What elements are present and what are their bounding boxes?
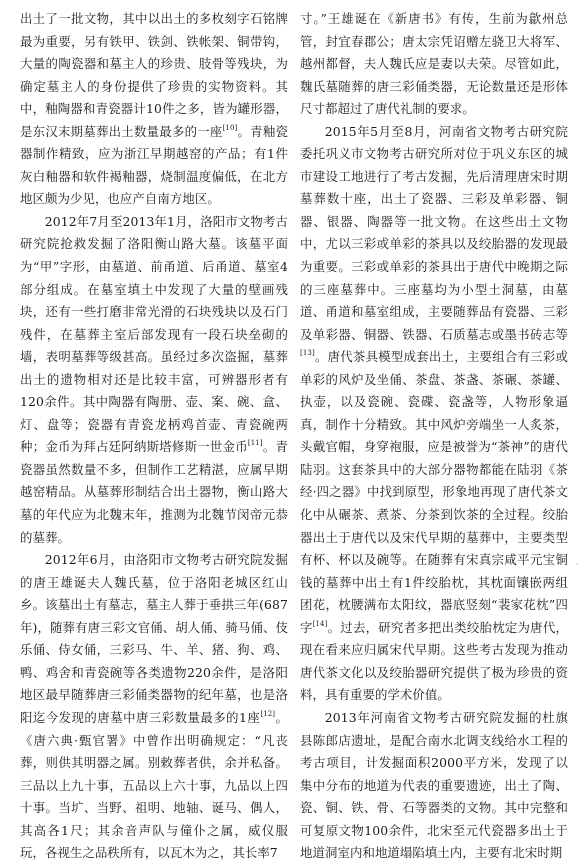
paragraph (300, 707, 568, 865)
paragraph-text: 2015年5月至8月，河南省文物考古研究院委托巩义市文物考古研究所对位于巩义东区的城市建设工地进行了考古发掘，先后清理唐宋时期墓葬数十座，出土了瓷器、三彩及单彩器、铜器、银器、陶器等一批文物。在这些出土文物中，尤以三彩或单彩的茶具以及绞胎器的发现最为重要。三彩或单彩的茶具出于唐代中晚期之际的三座墓葬中。三座墓均为小型土洞墓，由墓道、甬道和墓室组成，主要随葬品有瓷器、三彩及单彩器、铜器、铁器、石质墓志或墨书砖志等 (300, 123, 568, 342)
paragraph-text: 2012年6月，由洛阳市文物考古研究院发掘的唐王雄诞夫人魏氏墓，位于洛阳老城区红山乡。该墓出土有墓志，墓主人葬于垂拱三年(687年)，随葬有唐三彩文官俑、胡人俑、骑马俑、伎乐俑、侍女俑，三彩马、牛、羊、猪、狗、鸡、鸭、鸡舍和青瓷碗等各类遗物220余件，是洛阳地区最早随葬唐三彩俑类器物的纪年墓，也是洛阳迄今发现的唐墓中唐三彩数量最多的1座 (20, 552, 288, 725)
paragraph-text: 。《唐六典·甄官署》中曾作出明确规定：“凡丧葬，则供其明器之属。别敕葬者供，余并私备。三品以上九十事，五品以上六十事，九品以上四十事。当圹、当野、祖明、地轴、诞马、偶人，其高各1尺；其余音声队与僮仆之属，威仪服玩，各视生之品秩所有，以瓦木为之，其长率7 (20, 709, 288, 861)
paragraph-text: 2012年7月至2013年1月，洛阳市文物考古研究院抢救发掘了洛阳衡山路大墓。该墓平面为“甲”字形，由墓道、前甬道、后甬道、墓室4部分组成。在墓室填土中发现了大量的壁画残块，还有一些打磨非常光滑的石块残块以及石门残件，在墓葬主室后部发现有一段石块垒砌的墙，表明墓葬等级甚高。虽经过多次盗掘，墓葬出土的遗物相对还是比较丰富，可辨器形者有120余件。其中陶器有陶册、壶、案、碗、盒、灯、盘等；瓷器有青瓷龙柄鸡首壶、青瓷碗两种；金币为拜占廷阿纳斯塔修斯一世金币 (20, 213, 288, 455)
paragraph-text: 。青瓷器虽然数量不多，但制作工艺精湛，应属早期越窑精品。从墓葬形制结合出土器物，衡山路大墓的年代应为北魏末年，推测为北魏节闵帝元恭的墓葬。 (20, 439, 288, 545)
paragraph (20, 211, 288, 549)
paragraph-text: 2013年河南省文物考古研究院发掘的杜旗县陈郎店遗址，是配合南水北调支线给水工程的考古项目，计发掘面积2000平方米，发现了以集中分布的地道为代表的重要遗迹，出土了陶、瓷、铜、铁、骨、石等器类的文物。其中完整和可复原文物100余件，北宋至元代瓷器多出土于地道洞室内和地道塌陷填土内，主要有北宋时期 (300, 709, 568, 861)
paragraph (20, 8, 288, 211)
citation-ref: [13] (300, 349, 315, 358)
paragraph-text: 。青釉瓷器制作精致，应为浙江早期越窑的产品；有1件灰白釉器和软件褐釉器，烧制温度偏低，在北方地区颇为少见，也应产自南方地区。 (20, 123, 288, 207)
citation-ref: [12] (260, 709, 276, 718)
citation-ref: [11] (247, 439, 263, 448)
paragraph-text: 。唐代茶具模型成套出土，主要组合有三彩或单彩的风炉及坐俑、茶盘、茶盏、茶碾、茶罐、执壶，以及瓷碗、瓷碟、瓷盏等，人物形象逼真，制作十分精致。其中风炉旁端坐一人炙茶，头戴官帽，身穿袍服，应是被誉为“茶神”的唐代陆羽。这套茶具中的大部分器物都能在陆羽《茶经·四之器》中找到原型，形象地再现了唐代茶文化中从碾茶、煮茶、分茶到饮茶的全过程。绞胎器出土于唐代以及宋代早期的墓葬中，主要类型有杯、杯以及碗等。在随葬有宋真宗咸平元宝铜钱的墓葬中出土有1件绞胎枕，其枕面镶嵌两组团花，枕腰满布太阳纹，器底竖刻“裴家花枕”四字 (300, 349, 568, 635)
paragraph (300, 8, 568, 121)
page-edge-mark: · (576, 560, 579, 569)
citation-ref: [14] (312, 619, 328, 628)
right-column (300, 8, 568, 865)
paragraph (20, 549, 288, 865)
citation-ref: [10] (222, 123, 238, 132)
paragraph (300, 121, 568, 707)
paragraph-text: 。过去，研究者多把出类绞胎枕定为唐代，现在看来应归属宋代早期。这些考古发现为推动唐代茶文化以及绞胎器研究提供了极为珍贵的资料，具有重要的学术价值。 (300, 619, 568, 703)
left-column (20, 8, 288, 865)
paragraph-text: 出土了一批文物，其中以出土的多枚刻字石铭牌最为重要，另有铁甲、铁剑、铁帐架、铜带钩，大量的陶瓷器和墓主人的珍贵、肢骨等残块，为确定墓主人的身份提供了珍贵的实物资料。其中，釉陶器和青瓷器计10件之多，皆为罐形器，是东汉末期墓葬出土数量最多的一座 (20, 11, 288, 139)
paragraph-text: 寸。”王雄诞在《新唐书》有传，生前为歙州总管，封宜春郡公；唐太宗凭诏赠左骁卫大将军、越州都督，夫人魏氏应是妻以夫荣。尽管如此，魏氏墓随葬的唐三彩俑类器，无论数量还是形体尺寸都超过了唐代礼制的要求。 (300, 11, 568, 117)
